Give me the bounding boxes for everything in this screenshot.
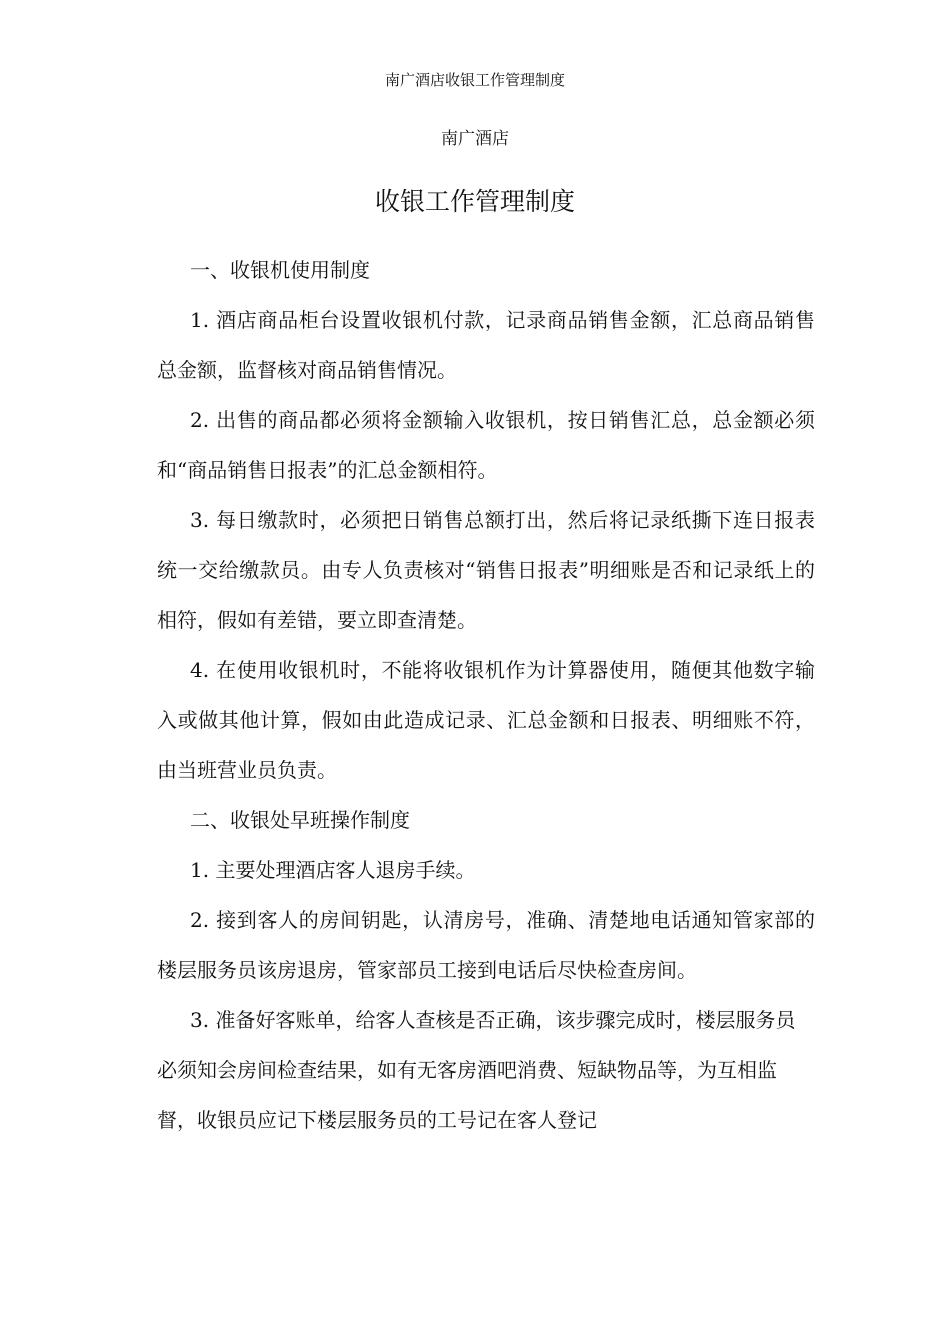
paragraph: 1. 主要处理酒店客人退房手续。 [190,858,476,882]
paragraph: 4. 在使用收银机时，不能将收银机作为计算器使用，随便其他数字输入或做其他计算，假如由此造成记录、汇总金额和日报表、明细账不符，由当班营业员负责。 [157,658,815,782]
section-heading: 一、收银机使用制度 [190,258,370,282]
paragraph: 3. 每日缴款时，必须把日销售总额打出，然后将记录纸撕下连日报表统一交给缴款员。由专人负责核对“销售日报表”明细账是否和记录纸上的相符，假如有差错，要立即查清楚。 [157,508,815,632]
running-header: 南广酒店收银工作管理制度 [384,71,565,89]
document-body [157,245,815,1145]
paragraph: 1. 酒店商品柜台设置收银机付款，记录商品销售金额，汇总商品销售总金额，监督核对商品销售情况。 [157,308,815,382]
paragraph: 3. 准备好客账单，给客人查核是否正确，该步骤完成时，楼层服务员必须知会房间检查结果，如有无客房酒吧消费、短缺物品等，为互相监督，收银员应记下楼层服务员的工号记在客人登记 [157,1008,796,1132]
section-heading: 二、收银处早班操作制度 [190,808,410,832]
org-name: 南广酒店 [441,129,509,149]
paragraph: 2. 出售的商品都必须将金额输入收银机，按日销售汇总，总金额必须和“商品销售日报表”的汇总金额相符。 [157,408,815,482]
paragraph: 2. 接到客人的房间钥匙，认清房号，准确、清楚地电话通知管家部的楼层服务员该房退房，管家部员工接到电话后尽快检查房间。 [157,908,815,982]
document-title: 收银工作管理制度 [374,187,575,216]
